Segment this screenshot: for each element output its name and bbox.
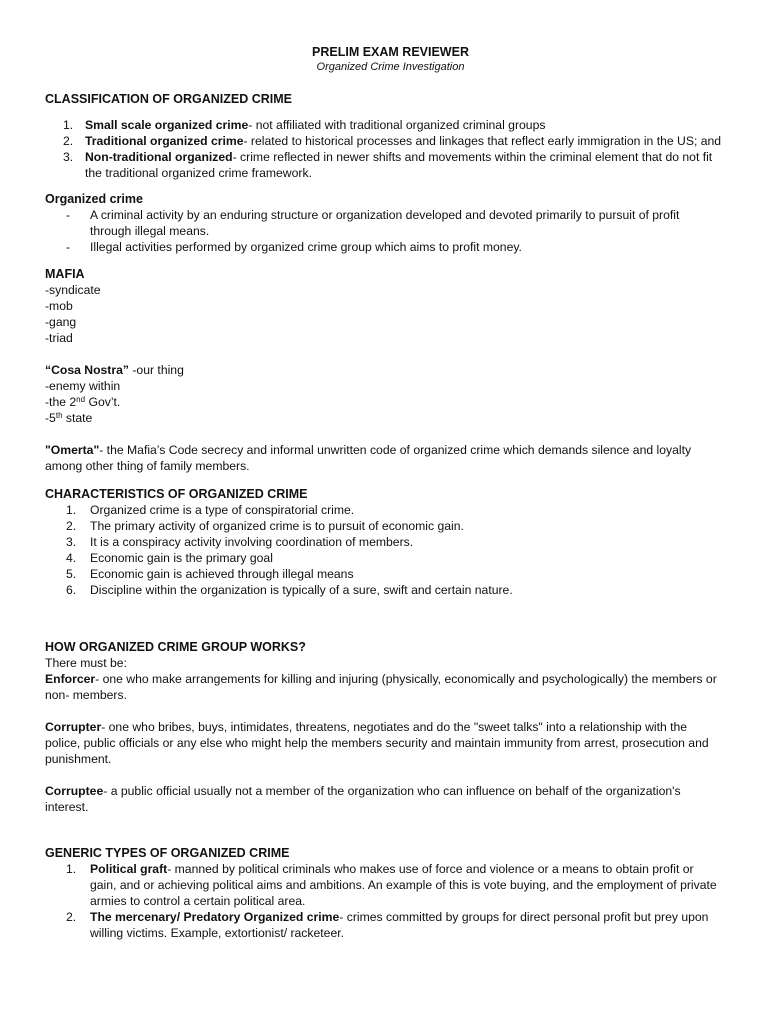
term: Non-traditional organized bbox=[85, 150, 233, 164]
cosa-nostra-line: -5th state bbox=[45, 411, 93, 425]
classification-heading: CLASSIFICATION OF ORGANIZED CRIME bbox=[45, 92, 292, 106]
corruptee-paragraph: Corruptee- a public official usually not a member of the organization who can influence on behalf of the organization's interest. bbox=[45, 784, 681, 814]
term: “Cosa Nostra” bbox=[45, 363, 129, 377]
list-item: 2. The primary activity of organized crime is to pursuit of economic gain. bbox=[66, 519, 464, 533]
organized-crime-list bbox=[45, 207, 722, 255]
corrupter-paragraph: Corrupter- one who bribes, buys, intimidates, threatens, negotiates and do the "sweet talks" into a relationship with the police, public officials or any else who might help the members security and maintain immunity from arrest, prosecution and punishment. bbox=[45, 720, 709, 766]
term: Enforcer bbox=[45, 672, 96, 686]
omerta-paragraph: "Omerta"- the Mafia’s Code secrecy and informal unwritten code of organized crime which demands silence and loyalty among other thing of family members. bbox=[45, 443, 692, 473]
organized-crime-heading: Organized crime bbox=[45, 192, 143, 206]
characteristics-list bbox=[45, 502, 722, 598]
generic-types-heading: GENERIC TYPES OF ORGANIZED CRIME bbox=[45, 846, 290, 860]
classification-list bbox=[45, 117, 722, 181]
list-item: - A criminal activity by an enduring structure or organization developed and devoted primarily to pursuit of profit through illegal means. bbox=[66, 208, 680, 238]
term: Political graft bbox=[90, 862, 168, 876]
cosa-nostra-line: -the 2nd Gov’t. bbox=[45, 395, 121, 409]
list-item: 2. The mercenary/ Predatory Organized crime- crimes committed by groups for direct personal profit but prey upon willing victims. Example, extortionist/ racketeer. bbox=[66, 910, 709, 940]
list-item: 5. Economic gain is achieved through illegal means bbox=[66, 567, 354, 581]
list-item: 1. Political graft- manned by political criminals who makes use of force and violence or a means to obtain profit or gain, and or achieving political aims and ambitions. An example of this is vote buying, and the employment of private armies to control a certain political area. bbox=[66, 862, 717, 908]
mafia-line: -triad bbox=[45, 331, 73, 345]
term: "Omerta" bbox=[45, 443, 100, 457]
list-item: 1. Organized crime is a type of conspiratorial crime. bbox=[66, 503, 355, 517]
generic-types-list bbox=[45, 861, 722, 941]
how-works-heading: HOW ORGANIZED CRIME GROUP WORKS? bbox=[45, 640, 306, 654]
list-item: 2. Traditional organized crime- related to historical processes and linkages that reflect early immigration in the US; and bbox=[63, 134, 722, 148]
mafia-line: -syndicate bbox=[45, 283, 101, 297]
mafia-line: -mob bbox=[45, 299, 73, 313]
document-subtitle: Organized Crime Investigation bbox=[316, 61, 465, 73]
cosa-nostra-line: “Cosa Nostra” -our thing bbox=[45, 363, 184, 377]
term: Small scale organized crime bbox=[85, 118, 249, 132]
term: Corruptee bbox=[45, 784, 104, 798]
list-item: - Illegal activities performed by organized crime group which aims to profit money. bbox=[66, 240, 522, 254]
document-title: PRELIM EXAM REVIEWER bbox=[312, 45, 469, 59]
mafia-line: -gang bbox=[45, 315, 77, 329]
list-item: 4. Economic gain is the primary goal bbox=[66, 551, 273, 565]
enforcer-paragraph: Enforcer- one who make arrangements for killing and injuring (physically, economically and psychologically) the members or non- members. bbox=[45, 672, 717, 702]
term: Corrupter bbox=[45, 720, 102, 734]
list-item: 3. It is a conspiracy activity involving coordination of members. bbox=[66, 535, 414, 549]
list-item: 6. Discipline within the organization is typically of a sure, swift and certain nature. bbox=[66, 583, 513, 597]
list-item: 1. Small scale organized crime- not affiliated with traditional organized criminal groups bbox=[63, 118, 546, 132]
term: Traditional organized crime bbox=[85, 134, 244, 148]
characteristics-heading: CHARACTERISTICS OF ORGANIZED CRIME bbox=[45, 487, 308, 501]
cosa-nostra-line: -enemy within bbox=[45, 379, 121, 393]
how-works-intro: There must be: bbox=[45, 656, 127, 670]
list-item: 3. Non-traditional organized- crime reflected in newer shifts and movements within the criminal element that do not fit the traditional organized crime framework. bbox=[63, 150, 713, 180]
term: The mercenary/ Predatory Organized crime bbox=[90, 910, 340, 924]
mafia-heading: MAFIA bbox=[45, 267, 85, 281]
